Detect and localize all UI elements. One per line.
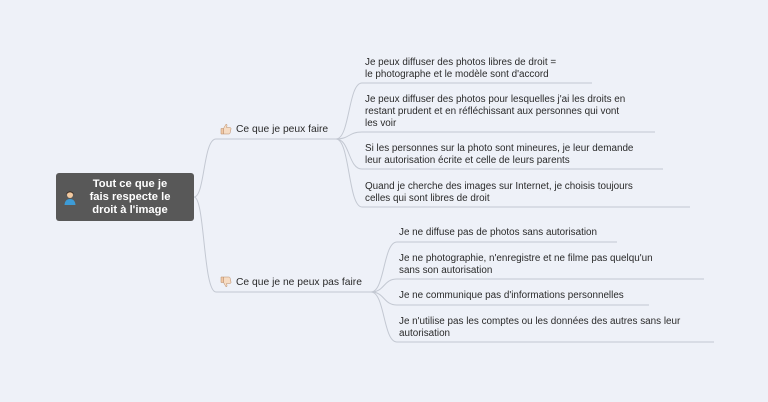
leaf-can-do-3[interactable] [365, 143, 633, 167]
leaf-line: Je ne photographie, n'enregistre et ne filme pas quelqu'un [399, 253, 653, 264]
leaf-line: Je peux diffuser des photos libres de droit = [365, 57, 557, 68]
leaf-cannot-do-1[interactable] [399, 227, 597, 239]
leaf-line: Je peux diffuser des photos pour lesquelles j'ai les droits en [365, 94, 626, 105]
central-topic-line: fais respecte le [89, 190, 171, 203]
central-topic-line: droit à l'image [92, 203, 168, 216]
leaf-line: Si les personnes sur la photo sont mineures, je leur demande [365, 143, 634, 154]
student-avatar-icon [64, 191, 76, 205]
leaf-line: les voir [365, 118, 397, 129]
leaf-line: leur autorisation écrite et celle de leurs parents [365, 155, 570, 166]
branch-label: Ce que je ne peux pas faire [236, 276, 362, 288]
leaf-can-do-4[interactable] [365, 181, 633, 205]
connector-central-to-branch-0 [194, 139, 336, 197]
branch-cannot-do[interactable] [220, 276, 362, 288]
connector-branch-0-leaf-1 [336, 132, 655, 139]
leaf-line: Je n'utilise pas les comptes ou les données des autres sans leur [399, 316, 681, 327]
central-topic-text [80, 178, 171, 217]
thumbs-down-icon [220, 276, 232, 288]
leaf-cannot-do-4[interactable] [399, 316, 680, 340]
branch-can-do[interactable] [220, 123, 328, 135]
central-topic-line: Tout ce que je [92, 177, 168, 190]
leaf-can-do-2[interactable] [365, 94, 625, 130]
branch-label: Ce que je peux faire [236, 123, 329, 135]
leaf-line: celles qui sont libres de droit [365, 193, 490, 204]
leaf-line: Je ne communique pas d'informations personnelles [399, 290, 624, 301]
leaf-cannot-do-3[interactable] [399, 290, 624, 302]
leaf-line: Je ne diffuse pas de photos sans autorisation [399, 227, 598, 238]
thumbs-up-icon [220, 123, 232, 135]
leaf-line: Quand je cherche des images sur Internet, je choisis toujours [365, 181, 633, 192]
leaf-line: sans son autorisation [399, 265, 493, 276]
central-topic[interactable] [56, 173, 194, 221]
leaf-line: autorisation [399, 328, 451, 339]
leaf-cannot-do-2[interactable] [399, 253, 653, 277]
leaf-line: le photographe et le modèle sont d'accord [365, 69, 549, 80]
leaf-can-do-1[interactable] [365, 57, 556, 81]
leaf-line: restant prudent et en réfléchissant aux personnes qui vont [365, 106, 620, 117]
